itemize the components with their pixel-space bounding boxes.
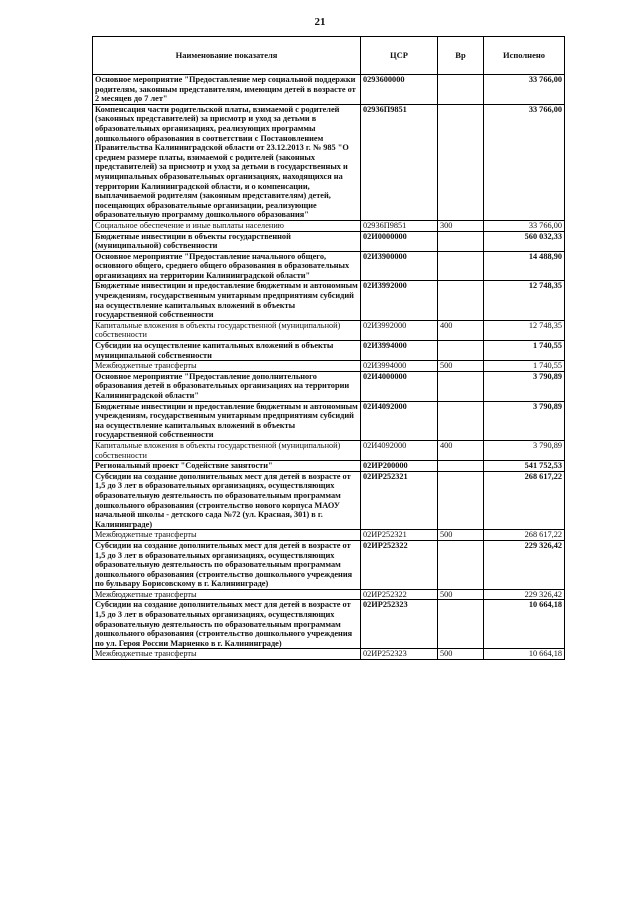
row-vr-cell: 500 [438, 361, 484, 372]
row-csr-cell: 02ИР252321 [361, 471, 438, 530]
row-csr-cell: 02ИР200000 [361, 461, 438, 472]
row-vr-cell [438, 471, 484, 530]
row-vr-cell [438, 75, 484, 105]
row-name-cell: Субсидии на создание дополнительных мест для детей в возрасте от 1,5 до 3 лет в образовательных организациях, осуществляющих образовательную деятельность по образовательным программам дошкольного образования (строительство нового корпуса МАОУ начальной школы - детского сада №72 (ул. Красная, 301) в г. Калининграде) [93, 471, 361, 530]
table-row [93, 75, 565, 105]
header-vr: Вр [438, 37, 484, 75]
row-name-cell: Субсидии на создание дополнительных мест для детей в возрасте от 1,5 до 3 лет в образовательных организациях, осуществляющих образовательную деятельность по образовательным программам дошкольного образования (строительство дошкольного учреждения по ул. Героя России Марненко в г. Калининграде) [93, 600, 361, 649]
row-value-cell: 33 766,00 [484, 75, 565, 105]
row-value-cell: 268 617,22 [484, 530, 565, 541]
row-value-cell: 10 664,18 [484, 600, 565, 649]
row-vr-cell [438, 461, 484, 472]
row-name-cell: Основное мероприятие "Предоставление начального общего, основного общего, среднего общего образования в образовательных организациях на территории Калининградской области" [93, 251, 361, 281]
row-value-cell: 14 488,90 [484, 251, 565, 281]
row-vr-cell [438, 104, 484, 220]
row-value-cell: 1 740,55 [484, 341, 565, 361]
row-csr-cell: 02ИР252323 [361, 600, 438, 649]
row-vr-cell [438, 600, 484, 649]
row-csr-cell: 02ИР252322 [361, 589, 438, 600]
row-value-cell: 10 664,18 [484, 649, 565, 660]
row-vr-cell [438, 231, 484, 251]
row-vr-cell: 500 [438, 649, 484, 660]
row-name-cell: Межбюджетные трансферты [93, 589, 361, 600]
row-csr-cell: 02И3992000 [361, 281, 438, 320]
table-row [93, 104, 565, 220]
row-name-cell: Основное мероприятие "Предоставление дополнительного образования детей в образовательных организациях на территории Калининградской области" [93, 371, 361, 401]
table-row [93, 461, 565, 472]
row-name-cell: Капитальные вложения в объекты государственной (муниципальной) собственности [93, 440, 361, 460]
row-csr-cell: 02И4092000 [361, 440, 438, 460]
row-csr-cell: 02И0000000 [361, 231, 438, 251]
table-row [93, 471, 565, 530]
row-value-cell: 3 790,89 [484, 401, 565, 440]
row-vr-cell: 500 [438, 530, 484, 541]
row-name-cell: Субсидии на создание дополнительных мест для детей в возрасте от 1,5 до 3 лет в образовательных организациях, осуществляющих образовательную деятельность по образовательным программам дошкольного образования (строительство дошкольного учреждения по бульвару Борисовскому в г. Калининграде) [93, 540, 361, 589]
row-name-cell: Межбюджетные трансферты [93, 649, 361, 660]
row-name-cell: Бюджетные инвестиции и предоставление бюджетным и автономным учреждениям, государственным унитарным предприятиям субсидий на осуществление капитальных вложений в объекты государственной собственности [93, 281, 361, 320]
row-csr-cell: 02936П9851 [361, 220, 438, 231]
row-value-cell: 541 752,53 [484, 461, 565, 472]
row-csr-cell: 02И3994000 [361, 341, 438, 361]
row-csr-cell: 02И4092000 [361, 401, 438, 440]
header-value: Исполнено [484, 37, 565, 75]
row-value-cell: 229 326,42 [484, 540, 565, 589]
table-row [93, 371, 565, 401]
table-row [93, 530, 565, 541]
row-csr-cell: 02И3992000 [361, 320, 438, 340]
row-name-cell: Региональный проект "Содействие занятости" [93, 461, 361, 472]
row-vr-cell [438, 281, 484, 320]
row-value-cell: 229 326,42 [484, 589, 565, 600]
row-vr-cell [438, 251, 484, 281]
row-vr-cell: 300 [438, 220, 484, 231]
row-name-cell: Бюджетные инвестиции и предоставление бюджетным и автономным учреждениям, государственным унитарным предприятиям субсидий на осуществление капитальных вложений в объекты государственной собственности [93, 401, 361, 440]
row-name-cell: Основное мероприятие "Предоставление мер социальной поддержки родителям, законным представителям, имеющим детей в возрасте от 2 месяцев до 7 лет" [93, 75, 361, 105]
row-name-cell: Субсидии на осуществление капитальных вложений в объекты муниципальной собственности [93, 341, 361, 361]
table-header-row [93, 37, 565, 75]
table-row [93, 600, 565, 649]
page-number: 21 [314, 16, 326, 28]
table-row [93, 589, 565, 600]
row-csr-cell: 02ИР252322 [361, 540, 438, 589]
table-row [93, 540, 565, 589]
header-name: Наименование показателя [93, 37, 361, 75]
table-row [93, 231, 565, 251]
table-row [93, 440, 565, 460]
table-row [93, 220, 565, 231]
row-vr-cell [438, 401, 484, 440]
header-csr: ЦСР [361, 37, 438, 75]
row-csr-cell: 02И3900000 [361, 251, 438, 281]
row-value-cell: 12 748,35 [484, 281, 565, 320]
row-vr-cell: 400 [438, 440, 484, 460]
row-value-cell: 3 790,89 [484, 371, 565, 401]
table-row [93, 649, 565, 660]
table-row [93, 361, 565, 372]
row-csr-cell: 02И3994000 [361, 361, 438, 372]
row-value-cell: 268 617,22 [484, 471, 565, 530]
row-name-cell: Межбюджетные трансферты [93, 361, 361, 372]
row-csr-cell: 02И4000000 [361, 371, 438, 401]
row-csr-cell: 02ИР252323 [361, 649, 438, 660]
row-value-cell: 3 790,89 [484, 440, 565, 460]
table-row [93, 401, 565, 440]
row-csr-cell: 0293600000 [361, 75, 438, 105]
table-row [93, 320, 565, 340]
row-csr-cell: 02936П9851 [361, 104, 438, 220]
row-vr-cell: 500 [438, 589, 484, 600]
row-vr-cell: 400 [438, 320, 484, 340]
row-value-cell: 33 766,00 [484, 220, 565, 231]
row-name-cell: Межбюджетные трансферты [93, 530, 361, 541]
row-value-cell: 12 748,35 [484, 320, 565, 340]
table-row [93, 251, 565, 281]
row-name-cell: Бюджетные инвестиции в объекты государственной (муниципальной) собственности [93, 231, 361, 251]
table-row [93, 341, 565, 361]
budget-table [92, 36, 565, 660]
row-value-cell: 1 740,55 [484, 361, 565, 372]
row-name-cell: Капитальные вложения в объекты государственной (муниципальной) собственности [93, 320, 361, 340]
row-vr-cell [438, 371, 484, 401]
row-csr-cell: 02ИР252321 [361, 530, 438, 541]
row-name-cell: Социальное обеспечение и иные выплаты населению [93, 220, 361, 231]
row-value-cell: 33 766,00 [484, 104, 565, 220]
row-value-cell: 560 032,33 [484, 231, 565, 251]
row-name-cell: Компенсация части родительской платы, взимаемой с родителей (законных представителей) за присмотр и уход за детьми в образовательных организациях, реализующих программы дошкольного образования в соответствии с Постановлением Правительства Калининградской области от 23.12.2013 г. № 985 "О среднем размере платы, взимаемой с родителей (законных представителей) за присмотр и уход за детьми в государственных и муниципальных образовательных организациях, находящихся на территории Калининградской области, и о компенсации, выплачиваемой родителям (законным представителям) детей, посещающих образовательные организации, реализующие образовательную программу дошкольного образования" [93, 104, 361, 220]
row-vr-cell [438, 341, 484, 361]
row-vr-cell [438, 540, 484, 589]
table-row [93, 281, 565, 320]
